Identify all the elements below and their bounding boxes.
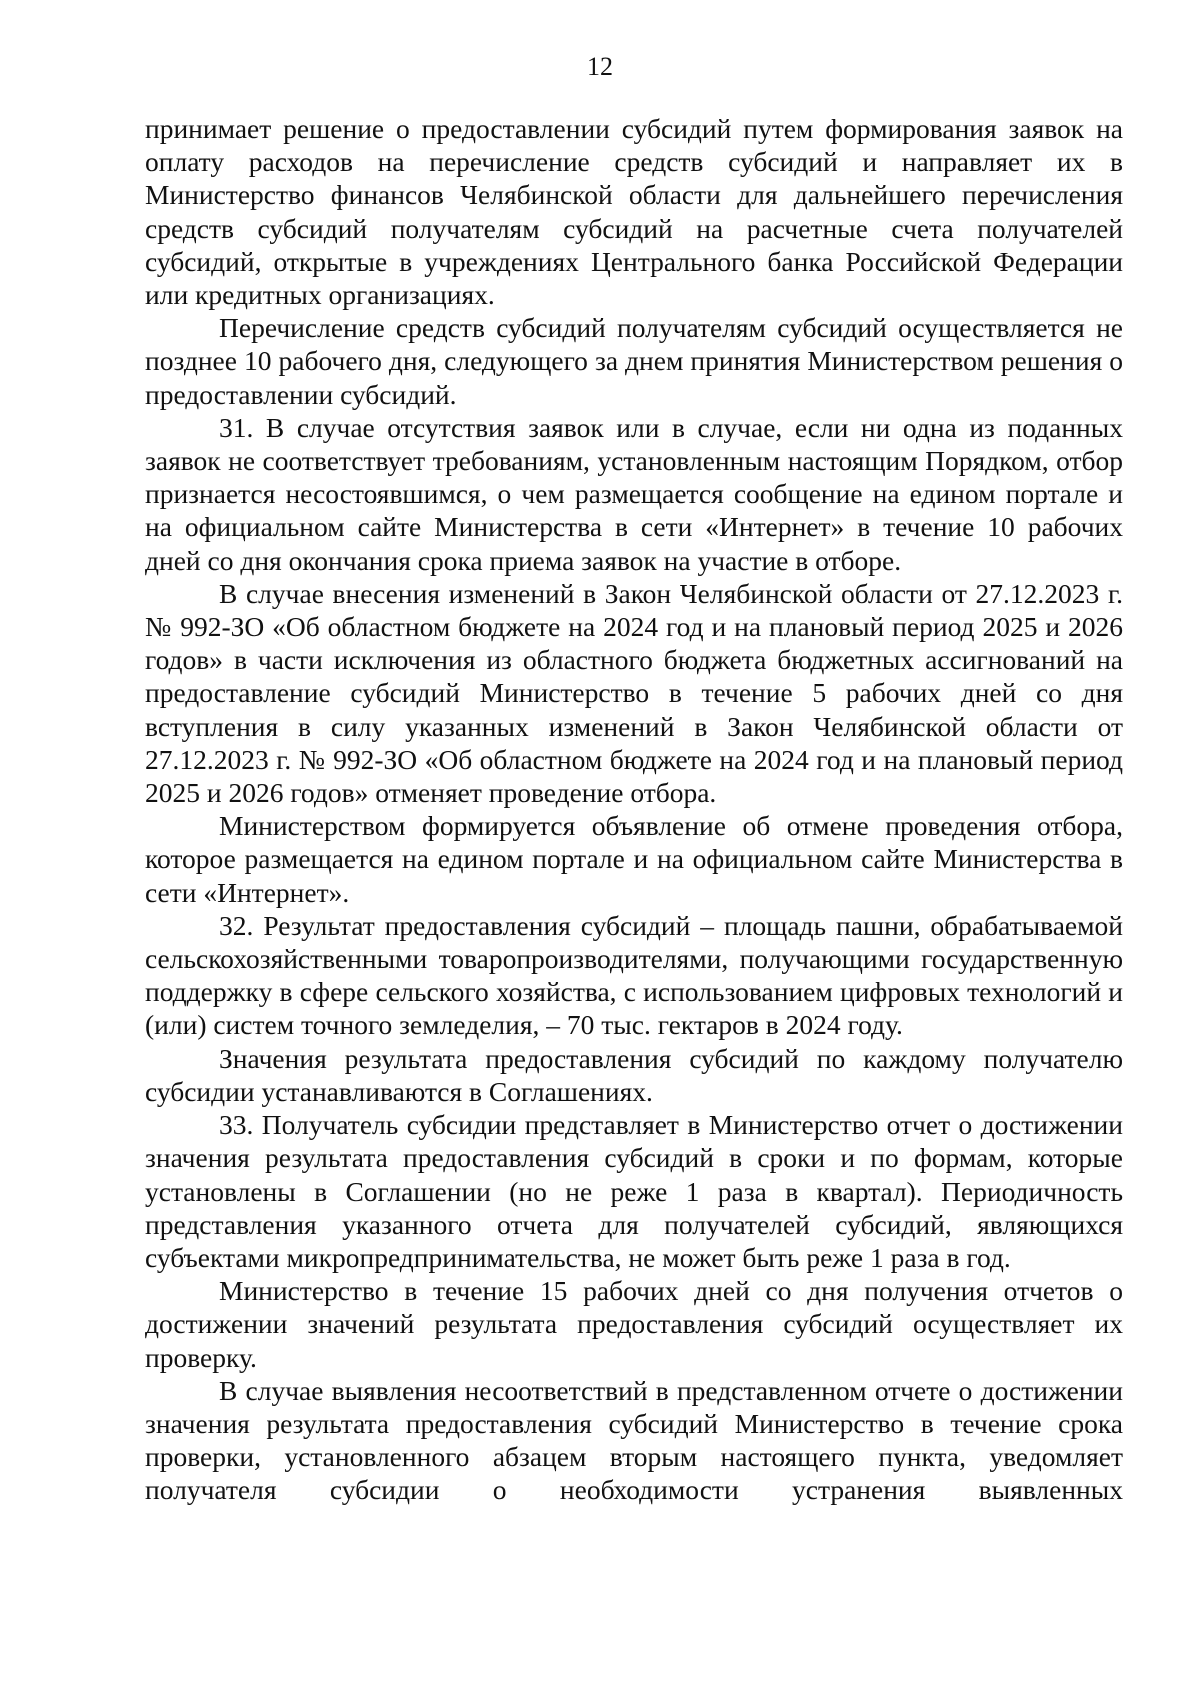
paragraph-cancellation-notice: Министерством формируется объявление об отмене проведения отбора, которое размещается на едином портале и на официальном сайте Министерства в сети «Интернет». bbox=[145, 810, 1123, 908]
paragraph-discrepancies: В случае выявления несоответствий в представленном отчете о достижении значения результата предоставления субсидий Министерство в течение срока проверки, установленного абзацем вторым настоящего пункта, уведомляет получателя субсидии о необходимости устранения выявленных bbox=[145, 1374, 1123, 1506]
paragraph-transfer-deadline: Перечисление средств субсидий получателям субсидий осуществляется не позднее 10 рабочего дня, следующего за днем принятия Министерством решения о предоставлении субсидий. bbox=[145, 312, 1123, 410]
page-number: 12 bbox=[587, 52, 613, 81]
document-text bbox=[145, 112, 1123, 1507]
paragraph-budget-law-change: В случае внесения изменений в Закон Челябинской области от 27.12.2023 г. № 992-ЗО «Об областном бюджете на 2024 год и на плановый период 2025 и 2026 годов» в части исключения из областного бюджета бюджетных ассигнований на предоставление субсидий Министерство в течение 5 рабочих дней со дня вступления в силу указанных изменений в Закон Челябинской области от 27.12.2023 г. № 992-ЗО «Об областном бюджете на 2024 год и на плановый период 2025 и 2026 годов» отменяет проведение отбора. bbox=[145, 577, 1123, 809]
paragraph-item-33: 33. Получатель субсидии представляет в Министерство отчет о достижении значения результата предоставления субсидий в сроки и по формам, которые установлены в Соглашении (но не реже 1 раза в квартал). Периодичность представления указанного отчета для получателей субсидий, являющихся субъектами микропредпринимательства, не может быть реже 1 раза в год. bbox=[145, 1109, 1123, 1273]
paragraph-continuation: принимает решение о предоставлении субсидий путем формирования заявок на оплату расходов на перечисление средств субсидий и направляет их в Министерство финансов Челябинской области для дальнейшего перечисления средств субсидий получателям субсидий на расчетные счета получателей субсидий, открытые в учреждениях Центрального банка Российской Федерации или кредитных организациях. bbox=[145, 113, 1123, 311]
paragraph-report-check: Министерство в течение 15 рабочих дней со дня получения отчетов о достижении значений результата предоставления субсидий осуществляет их проверку. bbox=[145, 1275, 1123, 1373]
paragraph-result-values: Значения результата предоставления субсидий по каждому получателю субсидии устанавливаются в Соглашениях. bbox=[145, 1042, 1123, 1107]
paragraph-item-31: 31. В случае отсутствия заявок или в случае, если ни одна из поданных заявок не соответствует требованиям, установленным настоящим Порядком, отбор признается несостоявшимся, о чем размещается сообщение на едином портале и на официальном сайте Министерства в сети «Интернет» в течение 10 рабочих дней со дня окончания срока приема заявок на участие в отборе. bbox=[145, 411, 1123, 576]
paragraph-item-32: 32. Результат предоставления субсидий – площадь пашни, обрабатываемой сельскохозяйственными товаропроизводителями, получающими государственную поддержку в сфере сельского хозяйства, с использованием цифровых технологий и (или) систем точного земледелия, – 70 тыс. гектаров в 2024 году. bbox=[145, 909, 1123, 1041]
